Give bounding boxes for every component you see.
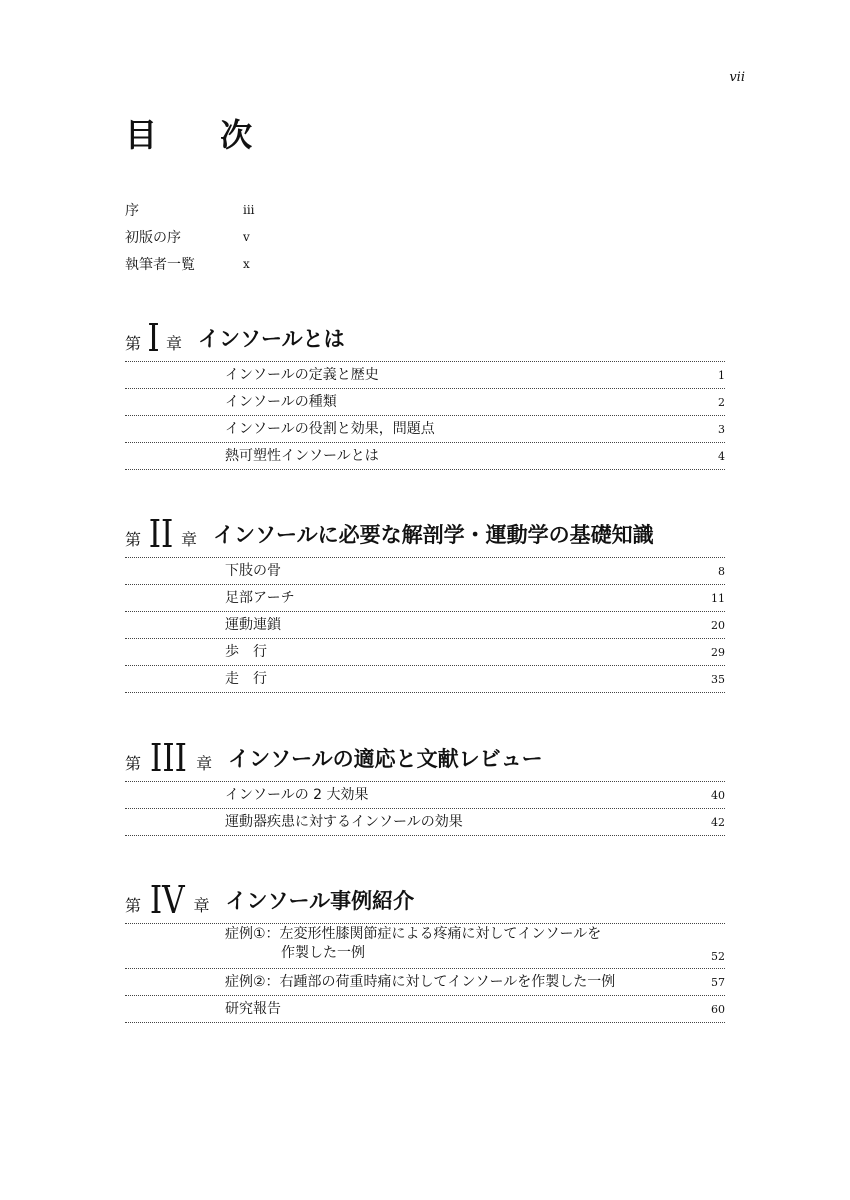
page-title: 目 次 — [125, 116, 279, 154]
chapter-title: インソール事例紹介 — [225, 889, 415, 913]
chapter-suffix: 章 — [166, 334, 183, 353]
toc-entry-page: 11 — [711, 591, 725, 605]
toc-entry-title: 足部アーチ — [225, 589, 295, 606]
toc-entry-title: 運動連鎖 — [225, 616, 281, 633]
toc-entry-page: 40 — [711, 788, 725, 802]
page-number: vii — [729, 70, 745, 85]
toc-entry-title: インソールの役割と効果，問題点 — [225, 420, 435, 437]
toc-entry[interactable] — [125, 389, 725, 416]
toc-entry-title: インソールの 2 大効果 — [225, 786, 369, 803]
toc-entry[interactable] — [125, 585, 725, 612]
chapter-heading[interactable] — [125, 728, 725, 782]
chapter-title: インソールの適応と文献レビュー — [228, 747, 543, 771]
chapter-4 — [125, 870, 725, 1023]
chapter-title: インソールに必要な解剖学・運動学の基礎知識 — [213, 523, 654, 547]
toc-entry-title: 歩 行 — [225, 643, 267, 660]
toc-entry-title: インソールの定義と歴史 — [225, 366, 379, 383]
toc-entry[interactable] — [125, 558, 725, 585]
toc-entry[interactable] — [125, 416, 725, 443]
chapter-numeral: III — [150, 736, 188, 780]
chapter-numeral: IV — [149, 878, 185, 922]
chapter-suffix: 章 — [181, 530, 198, 549]
front-matter-page: iii — [243, 202, 255, 217]
toc-entry-title: 症例①：左変形性膝関節症による疼痛に対してインソールを 作製した一例 — [225, 926, 602, 961]
toc-entry[interactable] — [125, 362, 725, 389]
toc-entry-page: 42 — [711, 815, 725, 829]
toc-entry-page: 60 — [711, 1002, 725, 1016]
toc-entry[interactable] — [125, 443, 725, 470]
front-matter-item[interactable] — [125, 250, 255, 277]
chapter-heading[interactable] — [125, 870, 725, 924]
toc-entry-page: 8 — [718, 564, 725, 578]
chapter-suffix: 章 — [193, 896, 210, 915]
chapter-prefix: 第 — [125, 334, 142, 353]
front-matter-item[interactable] — [125, 223, 255, 250]
chapter-numeral: II — [148, 512, 174, 556]
front-matter-page: x — [243, 256, 250, 271]
toc-entry-page: 20 — [711, 618, 725, 632]
chapter-entries — [125, 558, 725, 693]
chapter-title: インソールとは — [198, 327, 345, 351]
toc-entry-title: 症例②：右踵部の荷重時痛に対してインソールを作製した一例 — [225, 973, 616, 990]
chapter-3 — [125, 728, 725, 836]
toc-entry-title: 走 行 — [225, 670, 267, 687]
toc-entry[interactable] — [125, 996, 725, 1023]
chapter-heading[interactable] — [125, 308, 725, 362]
toc-entry-page: 3 — [718, 422, 725, 436]
front-matter-label: 初版の序 — [125, 229, 181, 246]
chapter-entries — [125, 362, 725, 470]
chapter-suffix: 章 — [196, 754, 213, 773]
toc-entry[interactable] — [125, 666, 725, 693]
toc-entry[interactable] — [125, 924, 725, 969]
toc-entry-page: 57 — [711, 975, 725, 989]
chapter-entries — [125, 782, 725, 836]
chapter-1 — [125, 308, 725, 470]
toc-entry[interactable] — [125, 809, 725, 836]
toc-entry[interactable] — [125, 612, 725, 639]
toc-entry[interactable] — [125, 969, 725, 996]
chapter-numeral: I — [147, 316, 160, 360]
toc-entry[interactable] — [125, 782, 725, 809]
toc-entry-page: 2 — [718, 395, 725, 409]
toc-entry-title: 熱可塑性インソールとは — [225, 447, 379, 464]
toc-entry-page: 35 — [711, 672, 725, 686]
toc-entry-title: 下肢の骨 — [225, 562, 281, 579]
chapter-prefix: 第 — [125, 754, 142, 773]
front-matter-label: 序 — [125, 202, 139, 219]
chapter-prefix: 第 — [125, 896, 142, 915]
front-matter-label: 執筆者一覧 — [125, 256, 195, 273]
toc-entry-page: 1 — [718, 368, 725, 382]
chapter-entries — [125, 924, 725, 1023]
chapter-2 — [125, 504, 725, 693]
chapter-heading[interactable] — [125, 504, 725, 558]
front-matter-list — [125, 196, 255, 277]
toc-entry-page: 29 — [711, 645, 725, 659]
toc-entry[interactable] — [125, 639, 725, 666]
toc-entry-title: 研究報告 — [225, 1000, 281, 1017]
toc-entry-page: 52 — [711, 950, 725, 963]
toc-entry-page: 4 — [718, 449, 725, 463]
front-matter-page: v — [243, 229, 250, 244]
toc-entry-title: 運動器疾患に対するインソールの効果 — [225, 813, 463, 830]
chapter-prefix: 第 — [125, 530, 142, 549]
front-matter-item[interactable] — [125, 196, 255, 223]
toc-entry-title: インソールの種類 — [225, 393, 337, 410]
